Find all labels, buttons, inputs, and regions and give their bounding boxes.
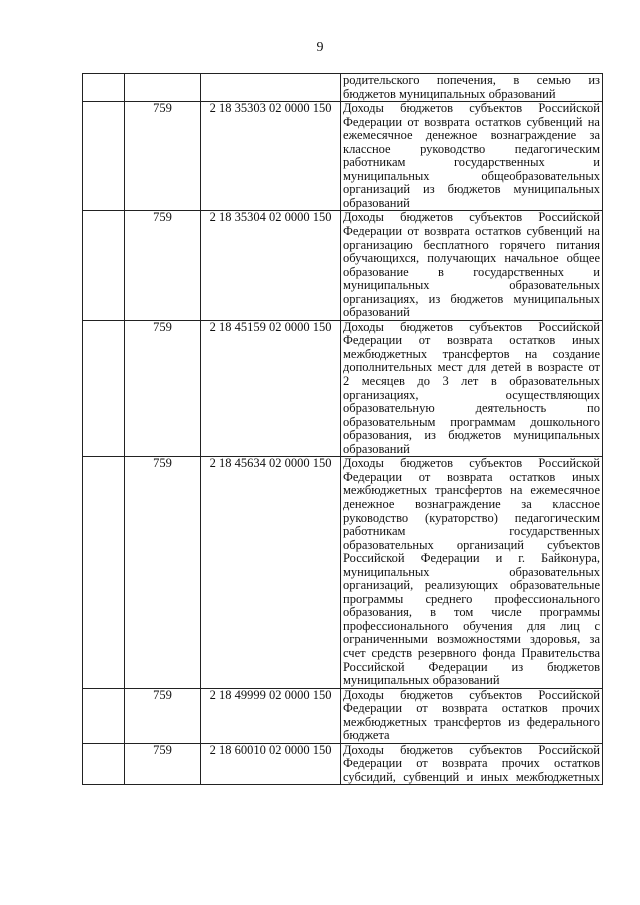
- row-code-cell: 2 18 49999 02 0000 150: [201, 688, 341, 743]
- row-code-cell: 2 18 35303 02 0000 150: [201, 102, 341, 211]
- table-row: [83, 743, 603, 785]
- row-code-cell: 2 18 35304 02 0000 150: [201, 211, 341, 320]
- table-row: [83, 320, 603, 456]
- row-description-cell: [341, 74, 603, 102]
- row-blank-cell: [83, 102, 125, 211]
- description-line: организаций из бюджетов муниципальных: [343, 183, 600, 197]
- table-row: [83, 457, 603, 688]
- table-row: [83, 688, 603, 743]
- description-line: дополнительных мест для детей в возрасте от: [343, 361, 600, 375]
- table-body: [83, 74, 603, 785]
- description-line: Федерации от возврата остатков иных: [343, 334, 600, 348]
- description-line: Федерации от возврата прочих остатков: [343, 757, 600, 771]
- row-number-cell: 759: [125, 743, 201, 785]
- row-number-cell: 759: [125, 320, 201, 456]
- description-line: организациях, из бюджетов муниципальных: [343, 292, 600, 306]
- description-line: образований: [343, 196, 410, 210]
- description-line: Российской Федерации из бюджетов: [343, 660, 600, 674]
- description-line: межбюджетных трансфертов на создание: [343, 347, 600, 361]
- description-line: субсидий, субвенций и иных межбюджетных: [343, 770, 600, 784]
- description-line: Доходы бюджетов субъектов Российской: [343, 457, 600, 471]
- row-number-cell: 759: [125, 211, 201, 320]
- row-number-cell: 759: [125, 688, 201, 743]
- row-number-cell: [125, 74, 201, 102]
- page-number: 9: [316, 40, 324, 55]
- description-line: межбюджетных трансфертов из федерального: [343, 715, 600, 729]
- description-line: организацию бесплатного горячего питания: [343, 238, 600, 252]
- table-row: [83, 74, 603, 102]
- row-code-cell: 2 18 45159 02 0000 150: [201, 320, 341, 456]
- description-line: денежное вознаграждение за классное: [343, 497, 600, 511]
- row-blank-cell: [83, 688, 125, 743]
- description-line: муниципальных образовательных: [343, 279, 600, 293]
- description-line: бюджета: [343, 729, 390, 743]
- description-line: родительского попечения, в семью из: [343, 74, 600, 87]
- description-line: бюджетов муниципальных образований: [343, 87, 556, 101]
- table-row: [83, 211, 603, 320]
- description-line: ежемесячное денежное вознаграждение за: [343, 129, 600, 143]
- description-line: Доходы бюджетов субъектов Российской: [343, 743, 600, 757]
- description-line: муниципальных образований: [343, 674, 500, 688]
- description-line: образовательным программам дошкольного: [343, 415, 600, 429]
- description-line: работникам государственных: [343, 525, 600, 539]
- description-line: Федерации от возврата остатков прочих: [343, 702, 600, 716]
- description-line: Федерации от возврата остатков иных: [343, 470, 600, 484]
- description-line: образование в государственных и: [343, 265, 600, 279]
- description-line: Доходы бюджетов субъектов Российской: [343, 102, 600, 116]
- row-description-cell: [341, 457, 603, 688]
- budget-codes-table: [82, 73, 603, 785]
- description-line: Доходы бюджетов субъектов Российской: [343, 320, 600, 334]
- row-description-cell: [341, 211, 603, 320]
- description-line: образования, в том числе программы: [343, 606, 600, 620]
- row-number-cell: 759: [125, 102, 201, 211]
- row-blank-cell: [83, 74, 125, 102]
- description-line: программы среднего профессионального: [343, 592, 600, 606]
- description-line: руководство (кураторство) педагогическим: [343, 511, 600, 525]
- description-line: Федерации от возврата остатков субвенций на: [343, 225, 600, 239]
- row-description-cell: [341, 320, 603, 456]
- description-line: организаций, реализующих образовательные: [343, 579, 600, 593]
- row-number-cell: 759: [125, 457, 201, 688]
- description-line: муниципальных образовательных: [343, 565, 600, 579]
- description-line: муниципальных общеобразовательных: [343, 169, 600, 183]
- description-line: организациях, осуществляющих: [343, 388, 600, 402]
- description-line: Доходы бюджетов субъектов Российской: [343, 688, 600, 702]
- description-line: Доходы бюджетов субъектов Российской: [343, 211, 600, 225]
- description-line: образовательную деятельность по: [343, 402, 600, 416]
- description-line: Федерации от возврата остатков субвенций на: [343, 115, 600, 129]
- description-line: работникам государственных и: [343, 156, 600, 170]
- description-line: Российской Федерации и г. Байконура,: [343, 552, 600, 566]
- description-line: счет средств резервного фонда Правительства: [343, 646, 600, 660]
- table-row: [83, 102, 603, 211]
- row-description-cell: [341, 688, 603, 743]
- description-line: образований: [343, 442, 410, 456]
- row-blank-cell: [83, 320, 125, 456]
- description-line: классное руководство педагогическим: [343, 142, 600, 156]
- row-blank-cell: [83, 457, 125, 688]
- row-description-cell: [341, 102, 603, 211]
- description-line: образования, из бюджетов муниципальных: [343, 429, 600, 443]
- description-line: 2 месяцев до 3 лет в образовательных: [343, 375, 600, 389]
- description-line: обучающихся, получающих начальное общее: [343, 252, 600, 266]
- description-line: образований: [343, 306, 410, 320]
- description-line: образовательных организаций субъектов: [343, 538, 600, 552]
- row-code-cell: 2 18 45634 02 0000 150: [201, 457, 341, 688]
- description-line: профессионального обучения для лиц с: [343, 619, 600, 633]
- row-code-cell: [201, 74, 341, 102]
- description-line: межбюджетных трансфертов на ежемесячное: [343, 484, 600, 498]
- row-code-cell: 2 18 60010 02 0000 150: [201, 743, 341, 785]
- row-blank-cell: [83, 211, 125, 320]
- row-description-cell: [341, 743, 603, 785]
- row-blank-cell: [83, 743, 125, 785]
- description-line: ограниченными возможностями здоровья, за: [343, 633, 600, 647]
